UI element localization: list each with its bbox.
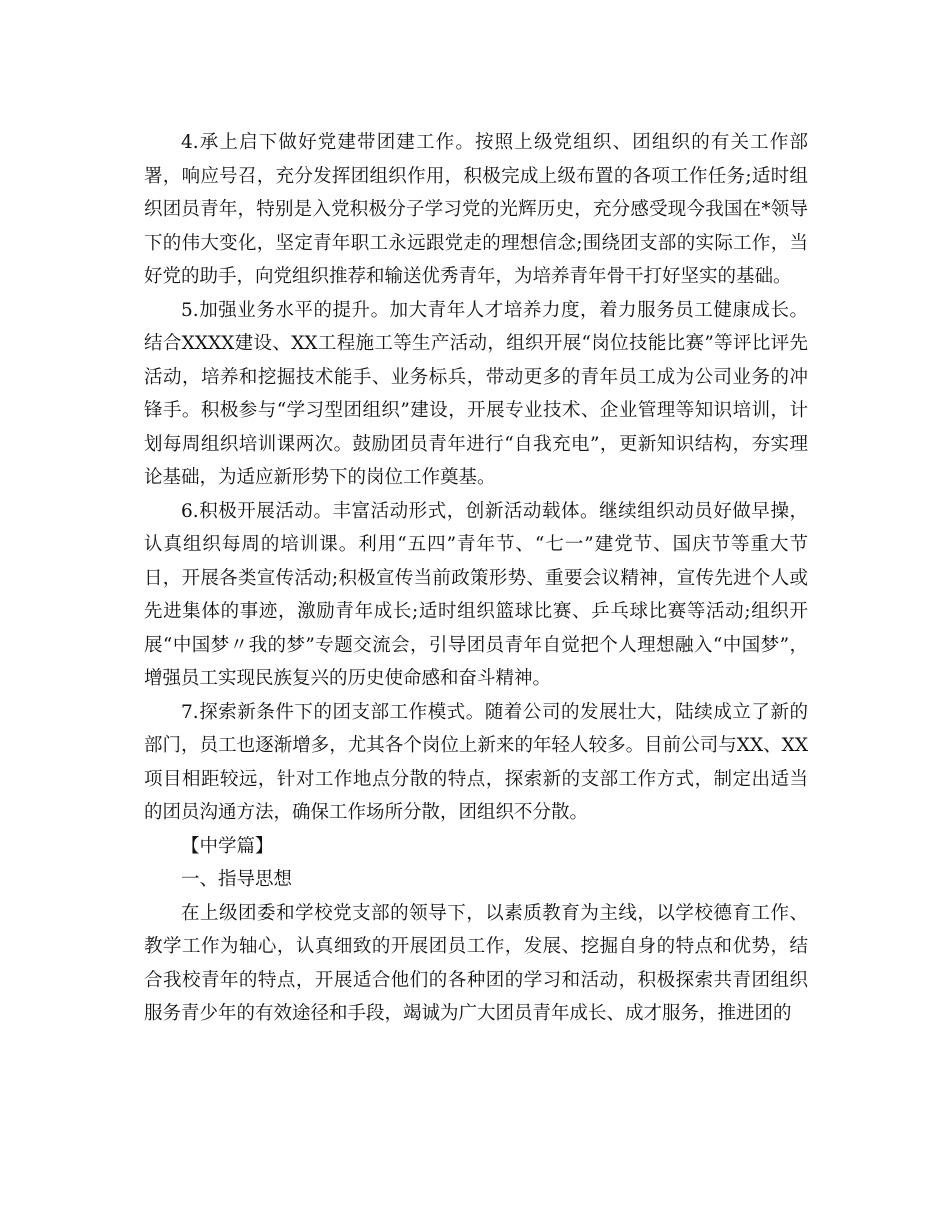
section-title: 【中学篇】 (181, 835, 274, 857)
paragraph-item-5: 5.加强业务水平的提升。加大青年人才培养力度，着力服务员工健康成长。结合XXXX建设、XX工程施工等生产活动，组织开展“岗位技能比赛”等评比评先活动，培养和挖掘技术能手、业务标兵，带动更多的青年员工成为公司业务的冲锋手。积极参与“学习型团组织”建设，开展专业技术、企业管理等知识培训，计划每周组织培训课两次。鼓励团员青年进行“自我充电”，更新知识结构，夯实理论基础，为适应新形势下的岗位工作奠基。 (144, 299, 808, 488)
paragraph-item-7: 7.探索新条件下的团支部工作模式。随着公司的发展壮大，陆续成立了新的部门，员工也逐渐增多，尤其各个岗位上新来的年轻人较多。目前公司与XX、XX项目相距较远，针对工作地点分散的特点，探索新的支部工作方式，制定出适当的团员沟通方法，确保工作场所分散，团组织不分散。 (144, 701, 808, 823)
document-body (144, 126, 808, 1031)
paragraph-item-4: 4.承上启下做好党建带团建工作。按照上级党组织、团组织的有关工作部署，响应号召，充分发挥团组织作用，积极完成上级布置的各项工作任务;适时组织团员青年，特别是入党积极分子学习党的光辉历史，充分感受现今我国在*领导下的伟大变化，坚定青年职工永远跟党走的理想信念;围绕团支部的实际工作，当好党的助手，向党组织推荐和输送优秀青年，为培养青年骨干打好坚实的基础。 (144, 132, 808, 287)
subheading-guiding-thought: 一、指导思想 (181, 869, 293, 890)
closing-paragraph: 在上级团委和学校党支部的领导下，以素质教育为主线，以学校德育工作、教学工作为轴心，认真细致的开展团员工作，发展、挖掘自身的特点和优势，结合我校青年的特点，开展适合他们的各种团的学习和活动，积极探索共青团组织服务青少年的有效途径和手段，竭诚为广大团员青年成长、成才服务，推进团的 (144, 902, 808, 1024)
paragraph-item-6: 6.积极开展活动。丰富活动形式，创新活动载体。继续组织动员好做早操，认真组织每周的培训课。利用“五四”青年节、“七一”建党节、国庆节等重大节日，开展各类宣传活动;积极宣传当前政策形势、重要会议精神，宣传先进个人或先进集体的事迹，激励青年成长;适时组织篮球比赛、乒乓球比赛等活动;组织开展“中国梦〃我的梦”专题交流会，引导团员青年自觉把个人理想融入“中国梦”，增强员工实现民族复兴的历史使命感和奋斗精神。 (144, 500, 808, 689)
